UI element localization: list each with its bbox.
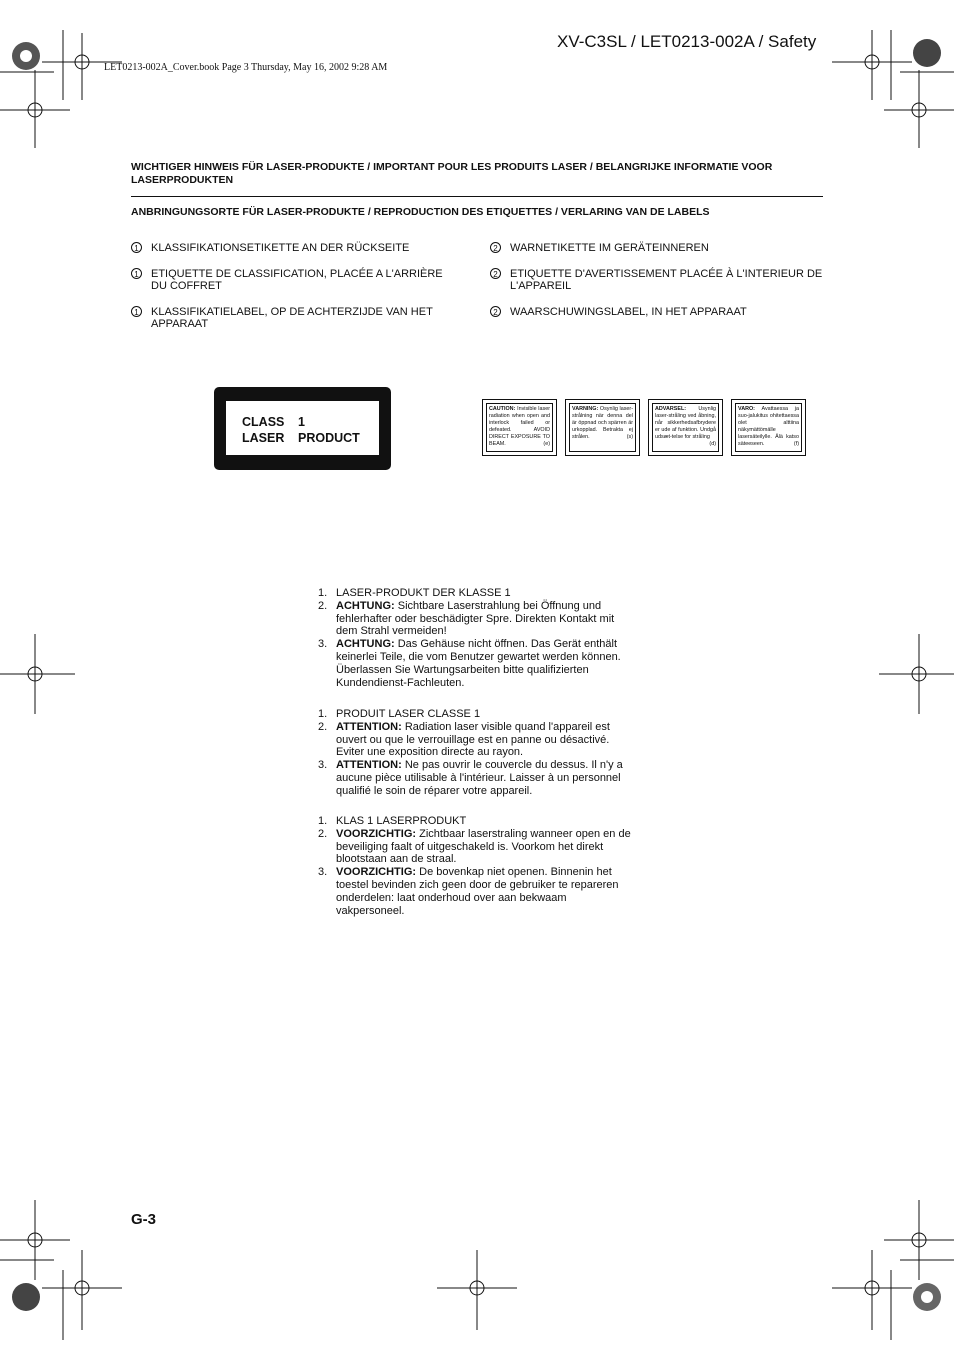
legend-left	[131, 242, 461, 331]
warning-head: VARO:	[738, 406, 755, 412]
legend-item	[490, 268, 825, 293]
class-word: CLASS	[242, 415, 285, 429]
laser-word: LASER	[242, 431, 285, 445]
warning-tag: (s)	[626, 434, 633, 440]
warning-label-advarsel	[648, 399, 723, 456]
list-french	[318, 708, 638, 798]
warning-tag: (d)	[709, 441, 716, 447]
class-value: 1	[298, 415, 305, 429]
list-german	[318, 587, 638, 689]
warning-body: Usynlig laser-stråling ved åbning, når sikkerhedsafbrydere er ude af funktion. Undgå udsæt-telse for stråling	[655, 406, 716, 440]
legend-item	[490, 242, 825, 255]
page-number: G-3	[131, 1211, 157, 1228]
class-1-laser-label	[214, 387, 391, 470]
list-item: 2. ATTENTION: Radiation laser visible quand l'appareil est ouvert ou que le verrouillage est en panne ou désactivé. Eviter une exposition directe au rayon.	[318, 720, 610, 759]
legend-item	[490, 306, 825, 319]
legend-text: KLASSIFIKATIONSETIKETTE AN DER RÜCKSEITE	[151, 242, 410, 254]
warning-label-varning	[565, 399, 640, 456]
heading-divider	[131, 196, 823, 197]
legend-item	[131, 306, 461, 331]
warning-body: Avattaessa ja suo-jalukitus ohitettaessa olet alttiina näkymättömälle lasersäteilylle. Älä katso säteeseen.	[738, 406, 799, 447]
book-info-line: LET0213-002A_Cover.book Page 3 Thursday, May 16, 2002 9:28 AM	[104, 62, 388, 73]
legend-right	[490, 242, 825, 318]
list-item: 3. VOORZICHTIG: De bovenkap niet openen. Binnenin het toestel bevinden zich geen door de gebruiker te repareren onderdelen: laat onderhoud over aan bekwaam vakpersoneel.	[318, 866, 619, 917]
warning-head: CAUTION:	[489, 406, 516, 412]
list-item: 2. VOORZICHTIG: Zichtbaar laserstraling wanneer open en de beveiliging faalt of uitgeschakeld is. Voorkom het direkt blootstaan aan de straal.	[318, 827, 631, 866]
circled-number: 1	[131, 242, 142, 253]
legend-text: KLASSIFIKATIELABEL, OP DE ACHTERZIJDE VAN HET APPARAAT	[151, 305, 433, 330]
document-title: XV-C3SL / LET0213-002A / Safety	[557, 32, 817, 51]
legend-text: WAARSCHUWINGSLABEL, IN HET APPARAAT	[510, 305, 747, 318]
legend-item	[131, 242, 461, 255]
class-label-panel	[226, 401, 379, 455]
circled-number: 1	[131, 306, 142, 317]
warning-head: VARNING:	[572, 406, 599, 412]
warning-tag: (f)	[793, 441, 799, 447]
product-word: PRODUCT	[298, 431, 360, 445]
warning-body: Invisible laser radiation when open and interlock failed or defeated. AVOID DIRECT EXPOSURE TO BEAM.	[489, 406, 550, 447]
list-item: 2. ACHTUNG: Sichtbare Laserstrahlung bei Öffnung und fehlerhafter oder beschädigter Spre. Direkten Kontakt mit dem Strahl vermeiden!	[318, 599, 615, 638]
warning-tag: (e)	[543, 441, 550, 447]
legend-text: ETIQUETTE DE CLASSIFICATION, PLACÉE A L'ARRIÈRE DU COFFRET	[151, 267, 443, 292]
legend-text: ETIQUETTE D'AVERTISSEMENT PLACÉE À L'INTERIEUR DE L'APPAREIL	[510, 267, 823, 292]
legend-item	[131, 268, 461, 293]
legend-text: WARNETIKETTE IM GERÄTEINNEREN	[510, 242, 709, 254]
warning-body: Osynlig laser-strålning när denna del är öppnad och spärren är urkopplad. Betrakta ej strålen.	[572, 406, 633, 440]
list-item: 1. LASER-PRODUKT DER KLASSE 1	[318, 587, 511, 599]
list-dutch	[318, 815, 638, 917]
main-heading: WICHTIGER HINWEIS FÜR LASER-PRODUKTE / IMPORTANT POUR LES PRODUITS LASER / BELANGRIJKE INFORMATIE VOOR LASERPRODUKTEN	[131, 161, 773, 186]
list-item: 3. ACHTUNG: Das Gehäuse nicht öffnen. Das Gerät enthält keinerlei Teile, die vom Benutzer gewartet werden können. Überlassen Sie Wartungsarbeiten bitte qualifizierten Kundendienst-Fachleuten.	[318, 638, 621, 689]
warning-label-caution	[482, 399, 557, 456]
circled-number: 2	[490, 306, 501, 317]
warning-head: ADVARSEL:	[655, 406, 687, 412]
circled-number: 2	[490, 268, 501, 279]
circled-number: 1	[131, 268, 142, 279]
list-item: 1. KLAS 1 LASERPRODUKT	[318, 815, 467, 827]
warning-label-varo	[731, 399, 806, 456]
list-item: 3. ATTENTION: Ne pas ouvrir le couvercle du dessus. Il n'y a aucune pièce utilisable à l'intérieur. Laisser à un personnel qualifié le soin de réparer votre appareil.	[318, 759, 623, 797]
list-item: 1. PRODUIT LASER CLASSE 1	[318, 708, 481, 720]
sub-heading: ANBRINGUNGSORTE FÜR LASER-PRODUKTE / REPRODUCTION DES ETIQUETTES / VERLARING VAN DE LABELS	[131, 206, 710, 218]
circled-number: 2	[490, 242, 501, 253]
